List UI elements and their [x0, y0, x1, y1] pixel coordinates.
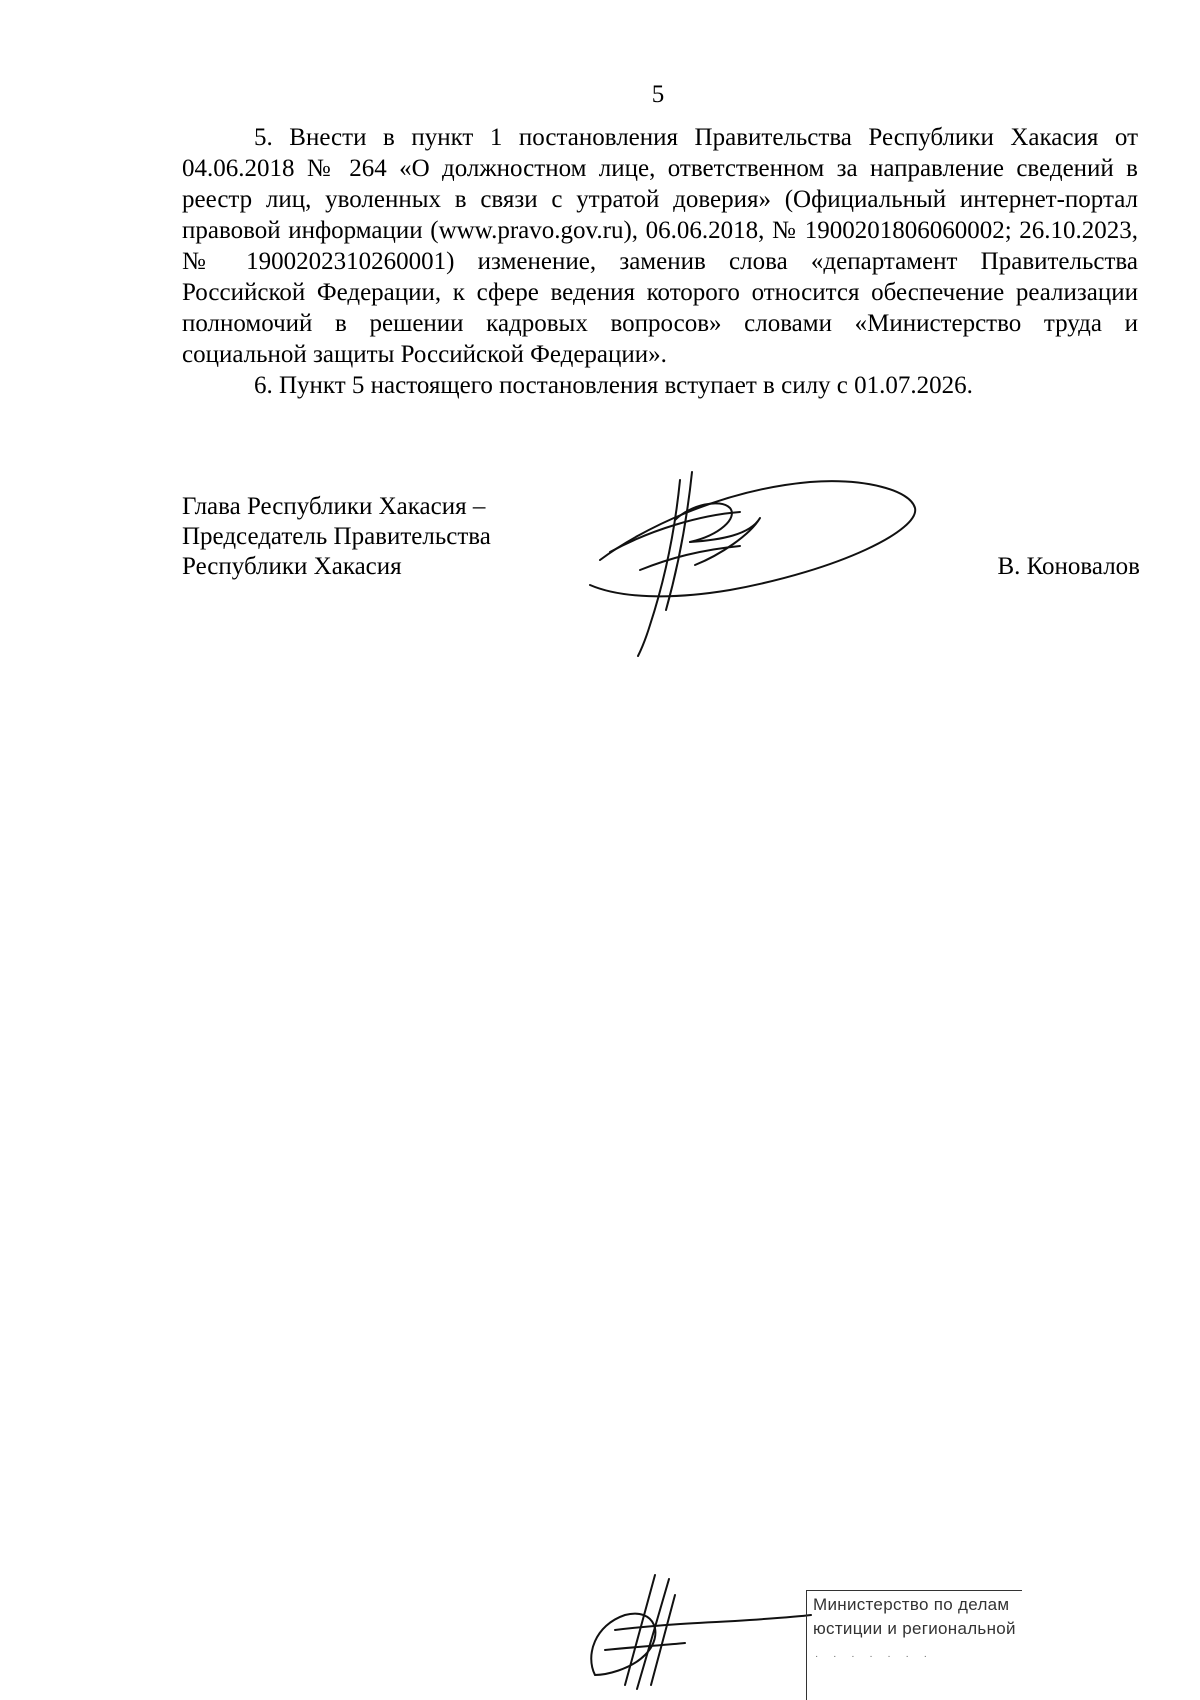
document-body — [182, 122, 1138, 401]
page-number: 5 — [651, 81, 665, 108]
signatory-position-line: Глава Республики Хакасия – — [182, 493, 486, 520]
paragraph-5: 5. Внести в пункт 1 постановления Правительства Республики Хакасия от 04.06.2018 № 264 «О должностном лице, ответственном за направление сведений в реестр лиц, уволенных в связи с утратой доверия» (Официальный интернет-портал правовой информации (www.pravo.gov.ru), 06.06.2018, № 1900201806060002; 26.10.2023, № 1900202310260001) изменение, заменив слова «департамент Правительства Российской Федерации, к сфере ведения которого относится обеспечение реализации полномочий в решении кадровых вопросов» словами «Министерство труда и социальной защиты Российской Федерации». — [182, 124, 1138, 368]
handwritten-signature — [580, 460, 920, 665]
signatory-position — [182, 492, 522, 582]
signatory-position-line: Республики Хакасия — [182, 553, 402, 580]
paragraph-6: 6. Пункт 5 настоящего постановления вступает в силу с 01.07.2026. — [254, 372, 973, 399]
signatory-position-line: Председатель Правительства — [182, 523, 491, 550]
stamp-faded-dots: · · · · · · · — [815, 1651, 933, 1662]
signatory-name: В. Коновалов — [997, 553, 1140, 580]
stamp-line: Министерство по делам — [813, 1595, 1010, 1614]
stamp-line: юстиции и региональной — [813, 1619, 1016, 1638]
initials-signature — [575, 1555, 815, 1700]
stamp — [806, 1590, 1022, 1700]
